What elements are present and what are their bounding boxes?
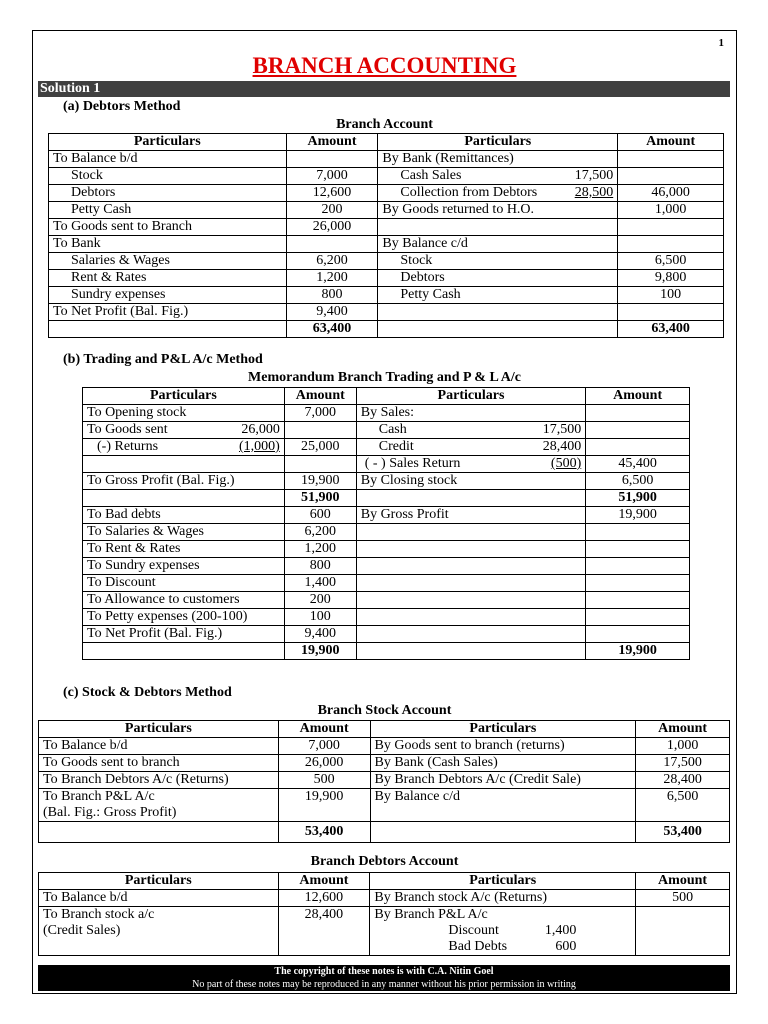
row-label [378, 219, 618, 236]
table-row [39, 923, 730, 939]
table-row [49, 270, 724, 287]
table-row [83, 456, 690, 473]
section-c-heading: (c) Stock & Debtors Method [63, 685, 232, 700]
col-header: Particulars [39, 721, 279, 738]
row-amount: 500 [636, 890, 730, 907]
row-label: To Net Profit (Bal. Fig.) [49, 304, 287, 321]
row-amount: 1,400 [284, 575, 356, 592]
table-row [83, 558, 690, 575]
table-row [49, 202, 724, 219]
row-subamount: 17,500 [574, 168, 614, 183]
table-row [83, 609, 690, 626]
row-label: Petty Cash [49, 202, 287, 219]
row-label: Cash [378, 422, 407, 437]
row-amount: 9,800 [618, 270, 724, 287]
row-amount: 9,400 [286, 304, 378, 321]
row-amount: 1,200 [286, 270, 378, 287]
row-label: (-) Returns [97, 439, 159, 454]
row-label: Stock [49, 168, 287, 185]
row-label: By Balance c/d [378, 236, 618, 253]
row-label: Collection from Debtors [400, 185, 538, 200]
row-label: Credit [378, 439, 414, 454]
row-label: ( - ) Sales Return [364, 456, 461, 471]
row-subamount: 28,400 [542, 439, 582, 454]
row-label: By Branch Debtors A/c (Credit Sale) [370, 772, 636, 789]
row-label: By Bank (Remittances) [378, 151, 618, 168]
row-amount: 600 [284, 507, 356, 524]
row-amount: 25,000 [284, 439, 356, 456]
row-label: To Balance b/d [39, 890, 279, 907]
footer-line-1: The copyright of these notes is with C.A. Nitin Goel [274, 966, 494, 977]
row-label: To Net Profit (Bal. Fig.) [83, 626, 285, 643]
row-amount: 28,400 [278, 907, 370, 924]
row-amount: 800 [284, 558, 356, 575]
total-amount: 51,900 [586, 490, 690, 507]
row-label: To Allowance to customers [83, 592, 285, 609]
row-amount: 19,900 [278, 789, 370, 806]
copyright-footer [38, 965, 730, 991]
col-header: Amount [278, 873, 370, 890]
col-header: Particulars [370, 721, 636, 738]
row-subamount: (500) [550, 456, 582, 471]
table-row [49, 185, 724, 202]
row-label: Cash Sales [400, 168, 462, 183]
row-amount: 6,500 [636, 789, 730, 806]
bad-debts-value: 600 [555, 939, 577, 954]
table-row [49, 168, 724, 185]
col-header: Amount [278, 721, 370, 738]
table-row [49, 151, 724, 168]
row-subamount: (1,000) [238, 439, 280, 454]
col-header: Amount [284, 388, 356, 405]
table-row [83, 541, 690, 558]
row-label: Stock [378, 253, 618, 270]
row-label: To Goods sent [87, 422, 168, 437]
row-label: To Goods sent to Branch [49, 219, 287, 236]
row-amount: 7,000 [284, 405, 356, 422]
row-label: To Branch Debtors A/c (Returns) [39, 772, 279, 789]
row-amount [286, 151, 378, 168]
table-row [49, 236, 724, 253]
branch-account-title: Branch Account [336, 117, 433, 132]
row-label: To Goods sent to branch [39, 755, 279, 772]
table-row [83, 507, 690, 524]
row-amount: 100 [284, 609, 356, 626]
col-header: Amount [286, 134, 378, 151]
table-row [83, 439, 690, 456]
total-amount: 51,900 [284, 490, 356, 507]
table-row [39, 755, 730, 772]
row-amount: 1,000 [618, 202, 724, 219]
row-label: To Opening stock [83, 405, 285, 422]
row-label: Salaries & Wages [49, 253, 287, 270]
row-amount: 200 [286, 202, 378, 219]
row-label: To Branch stock a/c [39, 907, 279, 924]
table-row [39, 907, 730, 924]
row-label: Debtors [378, 270, 618, 287]
row-label: To Rent & Rates [83, 541, 285, 558]
col-header: Amount [618, 134, 724, 151]
row-amount: 800 [286, 287, 378, 304]
table-row [39, 890, 730, 907]
row-label: Debtors [49, 185, 287, 202]
row-amount: 12,600 [278, 890, 370, 907]
row-amount: 7,000 [286, 168, 378, 185]
branch-debtors-table [38, 872, 730, 956]
row-amount: 9,400 [284, 626, 356, 643]
row-label: By Balance c/d [370, 789, 636, 806]
memorandum-title: Memorandum Branch Trading and P & L A/c [248, 370, 521, 385]
row-amount: 19,900 [586, 507, 690, 524]
row-amount: 6,500 [586, 473, 690, 490]
table-row [83, 422, 690, 439]
table-row [39, 805, 730, 822]
col-header: Particulars [370, 873, 636, 890]
section-a-heading: (a) Debtors Method [63, 99, 181, 114]
row-label: To Salaries & Wages [83, 524, 285, 541]
row-amount: 6,200 [286, 253, 378, 270]
row-subamount: 28,500 [574, 185, 614, 200]
row-amount [618, 236, 724, 253]
col-header: Particulars [378, 134, 618, 151]
row-label: To Petty expenses (200-100) [83, 609, 285, 626]
table-row [49, 287, 724, 304]
col-header: Amount [636, 873, 730, 890]
discount-value: 1,400 [544, 923, 577, 938]
row-amount [618, 219, 724, 236]
row-amount: 200 [284, 592, 356, 609]
solution-bar: Solution 1 [38, 81, 730, 97]
bad-debts-label: Bad Debts [448, 939, 508, 954]
row-label: Sundry expenses [49, 287, 287, 304]
row-amount: 100 [618, 287, 724, 304]
branch-account-table [48, 133, 724, 338]
table-row [39, 789, 730, 806]
row-label: By Goods sent to branch (returns) [370, 738, 636, 755]
total-row [83, 643, 690, 660]
table-row [83, 473, 690, 490]
row-subamount: 17,500 [542, 422, 582, 437]
branch-debtors-title: Branch Debtors Account [310, 854, 459, 869]
table-row [49, 304, 724, 321]
table-row [39, 772, 730, 789]
row-label: Petty Cash [378, 287, 618, 304]
row-label: By Goods returned to H.O. [378, 202, 618, 219]
table-row [83, 405, 690, 422]
row-amount [618, 304, 724, 321]
total-row [49, 321, 724, 338]
row-amount: 12,600 [286, 185, 378, 202]
row-label: By Branch P&L A/c [370, 907, 636, 924]
table-row [39, 939, 730, 956]
section-b-heading: (b) Trading and P&L A/c Method [63, 352, 263, 367]
table-row [49, 253, 724, 270]
row-amount: 7,000 [278, 738, 370, 755]
branch-stock-table [38, 720, 730, 843]
row-amount: 6,200 [284, 524, 356, 541]
col-header: Particulars [39, 873, 279, 890]
table-row [83, 575, 690, 592]
total-amount: 53,400 [278, 822, 370, 843]
row-amount [286, 236, 378, 253]
row-amount: 28,400 [636, 772, 730, 789]
page-title: BRANCH ACCOUNTING [252, 53, 517, 78]
row-amount: 500 [278, 772, 370, 789]
row-label: To Bank [49, 236, 287, 253]
table-row [39, 738, 730, 755]
table-row [83, 592, 690, 609]
row-amount: 45,400 [586, 456, 690, 473]
row-label: (Credit Sales) [39, 923, 279, 939]
col-header: Particulars [356, 388, 586, 405]
col-header: Amount [586, 388, 690, 405]
table-row [83, 626, 690, 643]
table-row [83, 524, 690, 541]
row-amount: 46,000 [618, 185, 724, 202]
row-label: To Branch P&L A/c [39, 789, 279, 806]
col-header: Particulars [83, 388, 285, 405]
row-amount: 19,900 [284, 473, 356, 490]
row-amount [618, 168, 724, 185]
row-label: (Bal. Fig.: Gross Profit) [39, 805, 279, 822]
branch-stock-title: Branch Stock Account [317, 703, 452, 718]
total-row [83, 490, 690, 507]
total-row [39, 822, 730, 843]
total-amount: 19,900 [284, 643, 356, 660]
row-label: To Gross Profit (Bal. Fig.) [83, 473, 285, 490]
trading-pl-table [82, 387, 690, 660]
row-amount [618, 151, 724, 168]
row-label: To Balance b/d [39, 738, 279, 755]
col-header: Amount [636, 721, 730, 738]
row-label: By Bank (Cash Sales) [370, 755, 636, 772]
row-amount: 6,500 [618, 253, 724, 270]
total-amount: 63,400 [618, 321, 724, 338]
page-number: 1 [718, 37, 724, 49]
row-amount: 1,000 [636, 738, 730, 755]
row-label [378, 304, 618, 321]
row-label: To Sundry expenses [83, 558, 285, 575]
row-amount: 26,000 [286, 219, 378, 236]
row-subamount: 26,000 [241, 422, 280, 437]
row-label: Rent & Rates [49, 270, 287, 287]
discount-label: Discount [448, 923, 499, 938]
row-label: By Gross Profit [356, 507, 586, 524]
row-label: By Sales: [356, 405, 586, 422]
row-label: By Closing stock [356, 473, 586, 490]
row-amount: 1,200 [284, 541, 356, 558]
footer-line-2: No part of these notes may be reproduced in any manner without his prior permission in writing [192, 979, 576, 990]
row-label: To Discount [83, 575, 285, 592]
row-amount: 26,000 [278, 755, 370, 772]
total-amount: 19,900 [586, 643, 690, 660]
table-row [49, 219, 724, 236]
total-amount: 53,400 [636, 822, 730, 843]
col-header: Particulars [49, 134, 287, 151]
page-frame [32, 30, 737, 994]
row-label: By Branch stock A/c (Returns) [370, 890, 636, 907]
row-amount: 17,500 [636, 755, 730, 772]
row-label: To Balance b/d [49, 151, 287, 168]
total-amount: 63,400 [286, 321, 378, 338]
row-label: To Bad debts [83, 507, 285, 524]
